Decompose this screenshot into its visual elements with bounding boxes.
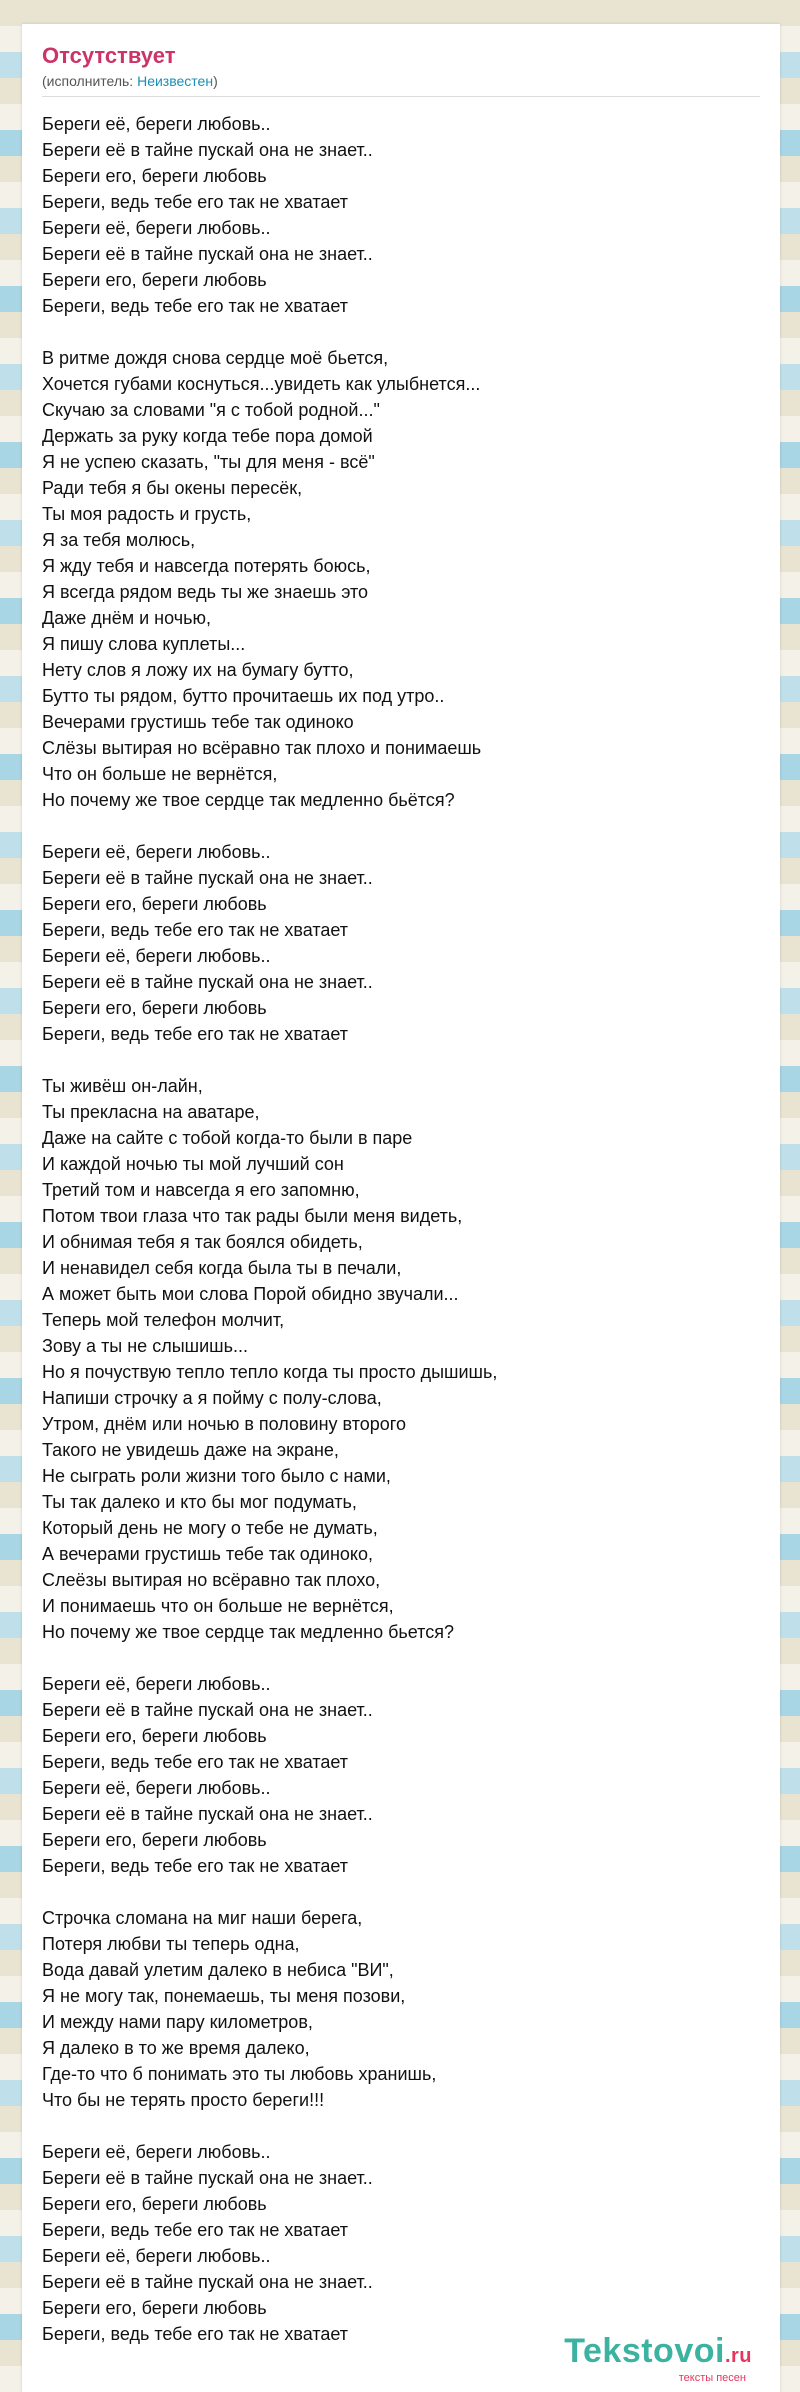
lyric-line: Но я почуствую тепло тепло когда ты просто дышишь, xyxy=(42,1362,498,1382)
lyrics-body xyxy=(22,97,780,2347)
lyric-line: Береги её в тайне пускай она не знает.. xyxy=(42,2168,373,2188)
lyric-line: Где-то что б понимать это ты любовь хранишь, xyxy=(42,2064,437,2084)
lyric-line: Слеёзы вытирая но всёравно так плохо, xyxy=(42,1570,381,1590)
subtitle-prefix: (исполнитель: xyxy=(42,73,138,89)
lyric-line: Береги её, береги любовь.. xyxy=(42,2246,271,2266)
site-logo[interactable] xyxy=(564,2333,752,2384)
lyric-line: Береги его, береги любовь xyxy=(42,1830,267,1850)
lyric-line: Я за тебя молюсь, xyxy=(42,530,196,550)
lyric-line: Береги, ведь тебе его так не хватает xyxy=(42,1856,349,1876)
logo-tld: .ru xyxy=(724,2345,752,2367)
lyric-line: Ты так далеко и кто бы мог подумать, xyxy=(42,1492,357,1512)
lyrics-sheet xyxy=(22,24,780,2392)
lyric-line: Береги её в тайне пускай она не знает.. xyxy=(42,244,373,264)
lyric-line: Береги её, береги любовь.. xyxy=(42,946,271,966)
lyric-line: Не сыграть роли жизни того было с нами, xyxy=(42,1466,391,1486)
lyric-line: Зову а ты не слышишь... xyxy=(42,1336,248,1356)
lyric-line: А вечерами грустишь тебе так одиноко, xyxy=(42,1544,374,1564)
lyric-line: Утром, днём или ночью в половину второго xyxy=(42,1414,406,1434)
lyric-line: Я пишу слова куплеты... xyxy=(42,634,246,654)
lyric-line: Береги её, береги любовь.. xyxy=(42,114,271,134)
lyric-line: Потеря любви ты теперь одна, xyxy=(42,1934,300,1954)
lyric-line: Береги её, береги любовь.. xyxy=(42,2142,271,2162)
stanza-break xyxy=(42,2113,760,2139)
lyric-line: Но почему же твое сердце так медленно бьётся? xyxy=(42,790,455,810)
lyric-line: Береги её в тайне пускай она не знает.. xyxy=(42,972,373,992)
stanza-break xyxy=(42,1879,760,1905)
stanza-break xyxy=(42,319,760,345)
lyric-line: Береги её, береги любовь.. xyxy=(42,1674,271,1694)
lyric-line: Ты живёш он-лайн, xyxy=(42,1076,203,1096)
lyric-line: Береги его, береги любовь xyxy=(42,998,267,1018)
lyric-line: Строчка сломана на миг наши берега, xyxy=(42,1908,363,1928)
lyric-line: Ты моя радость и грусть, xyxy=(42,504,252,524)
lyric-line: Береги, ведь тебе его так не хватает xyxy=(42,2324,349,2344)
subtitle-suffix: ) xyxy=(213,73,218,89)
lyric-line: Что бы не терять просто береги!!! xyxy=(42,2090,325,2110)
lyric-line: Береги его, береги любовь xyxy=(42,270,267,290)
lyric-line: Береги её в тайне пускай она не знает.. xyxy=(42,1804,373,1824)
lyric-line: Я не могу так, понемаешь, ты меня позови, xyxy=(42,1986,406,2006)
lyric-line: Третий том и навсегда я его запомню, xyxy=(42,1180,360,1200)
lyric-line: Береги её, береги любовь.. xyxy=(42,842,271,862)
lyric-line: Береги, ведь тебе его так не хватает xyxy=(42,192,349,212)
lyric-line: Вода давай улетим далеко в небиса "ВИ", xyxy=(42,1960,394,1980)
logo-tagline: тексты песен xyxy=(678,2372,746,2384)
lyric-line: Нету слов я ложу их на бумагу бутто, xyxy=(42,660,354,680)
lyric-line: Береги, ведь тебе его так не хватает xyxy=(42,2220,349,2240)
song-header xyxy=(22,24,780,90)
lyric-line: Я не успею сказать, "ты для меня - всё" xyxy=(42,452,375,472)
lyric-line: Береги его, береги любовь xyxy=(42,166,267,186)
lyric-line: Ты прекласна на аватаре, xyxy=(42,1102,260,1122)
lyric-line: Я жду тебя и навсегда потерять боюсь, xyxy=(42,556,371,576)
lyric-line: Но почему же твое сердце так медленно бьется? xyxy=(42,1622,454,1642)
lyric-line: Береги её, береги любовь.. xyxy=(42,1778,271,1798)
lyric-line: Потом твои глаза что так рады были меня видеть, xyxy=(42,1206,463,1226)
song-subtitle xyxy=(42,72,760,90)
lyric-line: Береги, ведь тебе его так не хватает xyxy=(42,296,349,316)
lyric-line: И между нами пару километров, xyxy=(42,2012,313,2032)
lyric-line: Береги его, береги любовь xyxy=(42,1726,267,1746)
lyric-line: Я всегда рядом ведь ты же знаешь это xyxy=(42,582,369,602)
stanza-break xyxy=(42,1645,760,1671)
lyric-line: И каждой ночью ты мой лучший сон xyxy=(42,1154,344,1174)
lyric-line: Я далеко в то же время далеко, xyxy=(42,2038,310,2058)
stanza-break xyxy=(42,1047,760,1073)
lyric-line: Даже на сайте с тобой когда-то были в паре xyxy=(42,1128,413,1148)
lyric-line: В ритме дождя снова сердце моё бьется, xyxy=(42,348,389,368)
stanza-break xyxy=(42,813,760,839)
lyric-line: Береги его, береги любовь xyxy=(42,2298,267,2318)
lyric-line: Вечерами грустишь тебе так одиноко xyxy=(42,712,354,732)
lyric-line: Который день не могу о тебе не думать, xyxy=(42,1518,378,1538)
lyric-line: Слёзы вытирая но всёравно так плохо и понимаешь xyxy=(42,738,482,758)
lyric-line: Что он больше не вернётся, xyxy=(42,764,278,784)
lyric-line: А может быть мои слова Порой обидно звучали... xyxy=(42,1284,459,1304)
lyric-line: Береги её в тайне пускай она не знает.. xyxy=(42,140,373,160)
lyric-line: И ненавидел себя когда была ты в печали, xyxy=(42,1258,402,1278)
lyric-line: Скучаю за словами "я с тобой родной..." xyxy=(42,400,380,420)
lyric-line: Теперь мой телефон молчит, xyxy=(42,1310,285,1330)
lyric-line: Даже днём и ночью, xyxy=(42,608,211,628)
lyric-line: Береги её в тайне пускай она не знает.. xyxy=(42,1700,373,1720)
lyric-line: Береги, ведь тебе его так не хватает xyxy=(42,1024,349,1044)
lyric-line: Напиши строчку а я пойму с полу-слова, xyxy=(42,1388,382,1408)
lyric-line: Держать за руку когда тебе пора домой xyxy=(42,426,373,446)
lyric-line: Такого не увидешь даже на экране, xyxy=(42,1440,339,1460)
lyric-line: Береги её, береги любовь.. xyxy=(42,218,271,238)
lyric-line: Хочется губами коснуться...увидеть как улыбнется... xyxy=(42,374,481,394)
lyric-line: Береги её в тайне пускай она не знает.. xyxy=(42,2272,373,2292)
lyric-line: Ради тебя я бы окены пересёк, xyxy=(42,478,303,498)
lyric-line: Береги её в тайне пускай она не знает.. xyxy=(42,868,373,888)
song-title: Отсутствует xyxy=(42,43,176,68)
artist-link[interactable]: Неизвестен xyxy=(137,73,214,89)
lyric-line: Береги, ведь тебе его так не хватает xyxy=(42,920,349,940)
logo-text xyxy=(564,2333,752,2374)
logo-main-text: Tekstovoi xyxy=(564,2332,725,2370)
lyric-line: Береги, ведь тебе его так не хватает xyxy=(42,1752,349,1772)
lyric-line: И понимаешь что он больше не вернётся, xyxy=(42,1596,394,1616)
lyric-line: И обнимая тебя я так боялся обидеть, xyxy=(42,1232,363,1252)
lyric-line: Береги его, береги любовь xyxy=(42,2194,267,2214)
lyric-line: Бутто ты рядом, бутто прочитаешь их под утро.. xyxy=(42,686,445,706)
lyric-line: Береги его, береги любовь xyxy=(42,894,267,914)
